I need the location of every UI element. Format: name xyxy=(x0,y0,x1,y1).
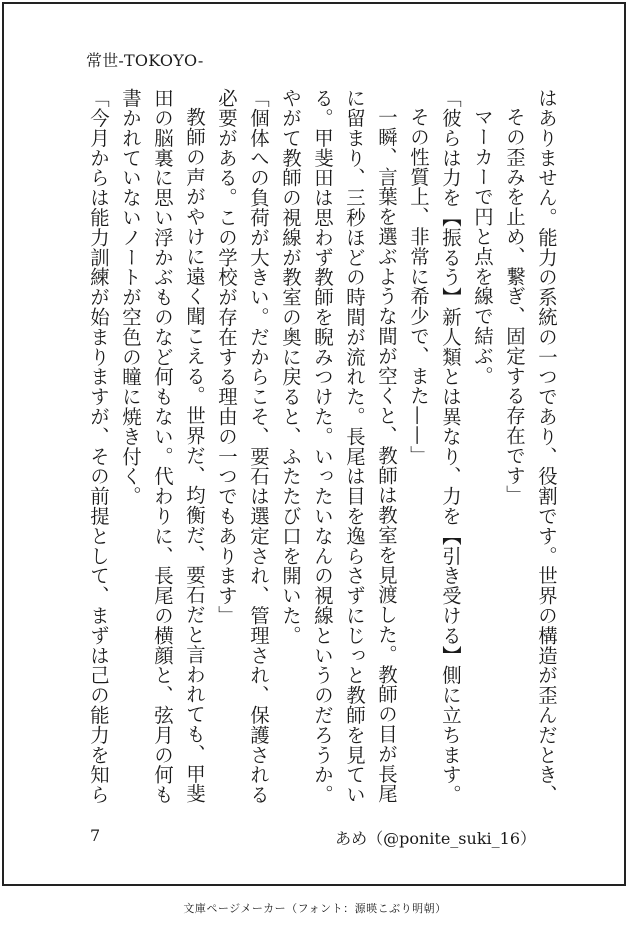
paragraph: その性質上、非常に希少で、また——」 xyxy=(407,107,430,466)
paragraph: マーカーで円と点を線で結ぶ。 xyxy=(471,107,494,386)
page-number: 7 xyxy=(90,826,101,845)
paragraph: 一瞬、言葉を選ぶような間が空くと、教師は教室を見渡した。教師の目が長尾に留まり、三秒ほどの時間が流れた。長尾は目を逸らさずにじっと教師を見ている。甲斐田は思わず教師を睨みつけた。いったいなんの視線というのだろうか。やがて教師の視線が教室の奥に戻ると、ふたたび口を開いた。 xyxy=(279,88,398,805)
maker-credit: 文庫ページメーカー（フォント：源暎こぶり明朝） xyxy=(183,902,447,915)
page-frame xyxy=(2,2,626,886)
paragraph: はありません。能力の系統の一つであり、役割です。世界の構造が歪んだとき、 xyxy=(535,88,558,805)
author-credit: あめ（@ponite_suki_16） xyxy=(335,829,536,848)
paragraph: 「彼らは力を【振るう】新人類とは異なり、力を【引き受ける】側に立ちます。 xyxy=(439,88,462,805)
paragraph: 教師の声がやけに遠く聞こえる。世界だ、均衡だ、要石だと言われても、甲斐田の脳裏に思い浮かぶものなど何もない。代わりに、長尾の横顔と、弦月の何も書かれていないノートが空色の瞳に焼き付く。 xyxy=(119,88,206,805)
paragraph: 「個体への負荷が大きい。だからこそ、要石は選定され、管理され、保護される必要がある。この学校が存在する理由の一つでもあります」 xyxy=(215,88,270,805)
paragraph: その歪みを止め、繋ぎ、固定する存在です」 xyxy=(503,107,526,506)
running-title: 常世-TOKOYO- xyxy=(86,51,204,70)
paragraph: 「今月からは能力訓練が始まりますが、その前提として、まずは己の能力を知ら xyxy=(87,88,110,805)
body-text xyxy=(84,88,562,808)
